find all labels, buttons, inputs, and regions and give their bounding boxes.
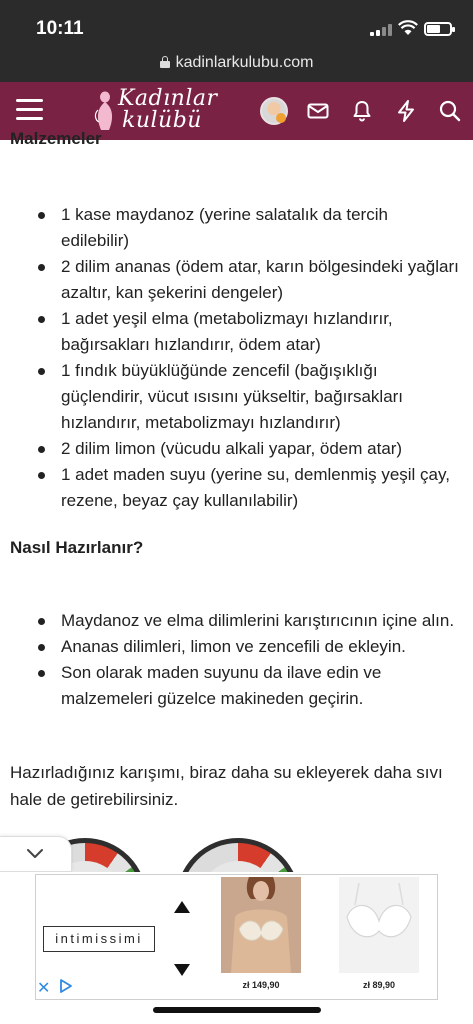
ingredients-heading: Malzemeler	[10, 129, 102, 148]
lock-icon	[160, 56, 170, 68]
ad-banner	[0, 872, 473, 1024]
list-item: Maydanoz ve elma dilimlerini karıştırıcının içine alın.	[0, 608, 473, 634]
ingredients-list	[0, 202, 473, 514]
list-item: 1 fındık büyüklüğünde zencefil (bağışıklığı güçlendirir, vücut ısısını yükseltir, bağırsakları hızlandırır, metabolizmayı hızlandırır)	[0, 358, 473, 436]
ad-close-button[interactable]: ✕	[37, 980, 51, 997]
cellular-signal-icon	[370, 24, 392, 36]
list-item: 2 dilim limon (vücudu alkali yapar, ödem atar)	[0, 436, 473, 462]
address-bar[interactable]	[0, 48, 473, 82]
arrow-down-icon[interactable]	[174, 964, 190, 976]
ad-creative[interactable]	[35, 874, 438, 1000]
site-logo[interactable]	[92, 86, 222, 136]
ad-brand-logo: intimissimi	[43, 926, 155, 952]
url-display[interactable]	[160, 54, 314, 72]
avatar[interactable]	[260, 97, 288, 125]
product-price: zł 149,90	[242, 980, 280, 990]
url-text: kadinlarkulubu.com	[175, 54, 314, 71]
battery-icon	[424, 22, 452, 36]
closing-paragraph: Hazırladığınız karışımı, biraz daha su ekleyerek daha sıvı hale de getirebilirsiniz.	[10, 763, 443, 809]
list-item: 1 kase maydanoz (yerine salatalık da tercih edilebilir)	[0, 202, 473, 254]
list-item: 1 adet yeşil elma (metabolizmayı hızlandırır, bağırsakları hızlandırır, ödem atar)	[0, 306, 473, 358]
ad-product-1[interactable]	[221, 877, 301, 990]
list-item: 2 dilim ananas (ödem atar, karın bölgesindeki yağları azaltır, kan şekerini dengeler)	[0, 254, 473, 306]
ad-choices-icon[interactable]	[58, 978, 74, 994]
menu-icon[interactable]	[16, 99, 43, 121]
arrow-up-icon[interactable]	[174, 901, 190, 913]
bolt-icon[interactable]	[394, 99, 418, 123]
article-body	[0, 129, 473, 830]
logo-figure-icon	[92, 90, 118, 132]
list-item: Son olarak maden suyunu da ilave edin ve malzemeleri güzelce makineden geçirin.	[0, 660, 473, 712]
home-indicator[interactable]	[153, 1007, 321, 1013]
chevron-down-icon	[26, 845, 44, 863]
product-image-lingerie	[221, 877, 301, 973]
status-time: 10:11	[36, 18, 84, 39]
logo-text-line1: Kadınlar	[118, 86, 218, 111]
status-bar	[0, 0, 473, 48]
ad-product-2[interactable]	[339, 877, 419, 990]
collapse-ad-button[interactable]	[0, 836, 72, 872]
product-price: zł 89,90	[362, 980, 396, 990]
mail-icon[interactable]	[306, 99, 330, 123]
preparation-heading: Nasıl Hazırlanır?	[10, 538, 144, 557]
list-item: Ananas dilimleri, limon ve zencefili de ekleyin.	[0, 634, 473, 660]
bell-icon[interactable]	[350, 99, 374, 123]
wifi-icon	[398, 20, 418, 36]
search-icon[interactable]	[438, 99, 462, 123]
product-image-bra	[339, 877, 419, 973]
logo-text-line2: kulübü	[122, 108, 202, 133]
steps-list	[0, 608, 473, 712]
list-item: 1 adet maden suyu (yerine su, demlenmiş yeşil çay, rezene, beyaz çay kullanılabilir)	[0, 462, 473, 514]
